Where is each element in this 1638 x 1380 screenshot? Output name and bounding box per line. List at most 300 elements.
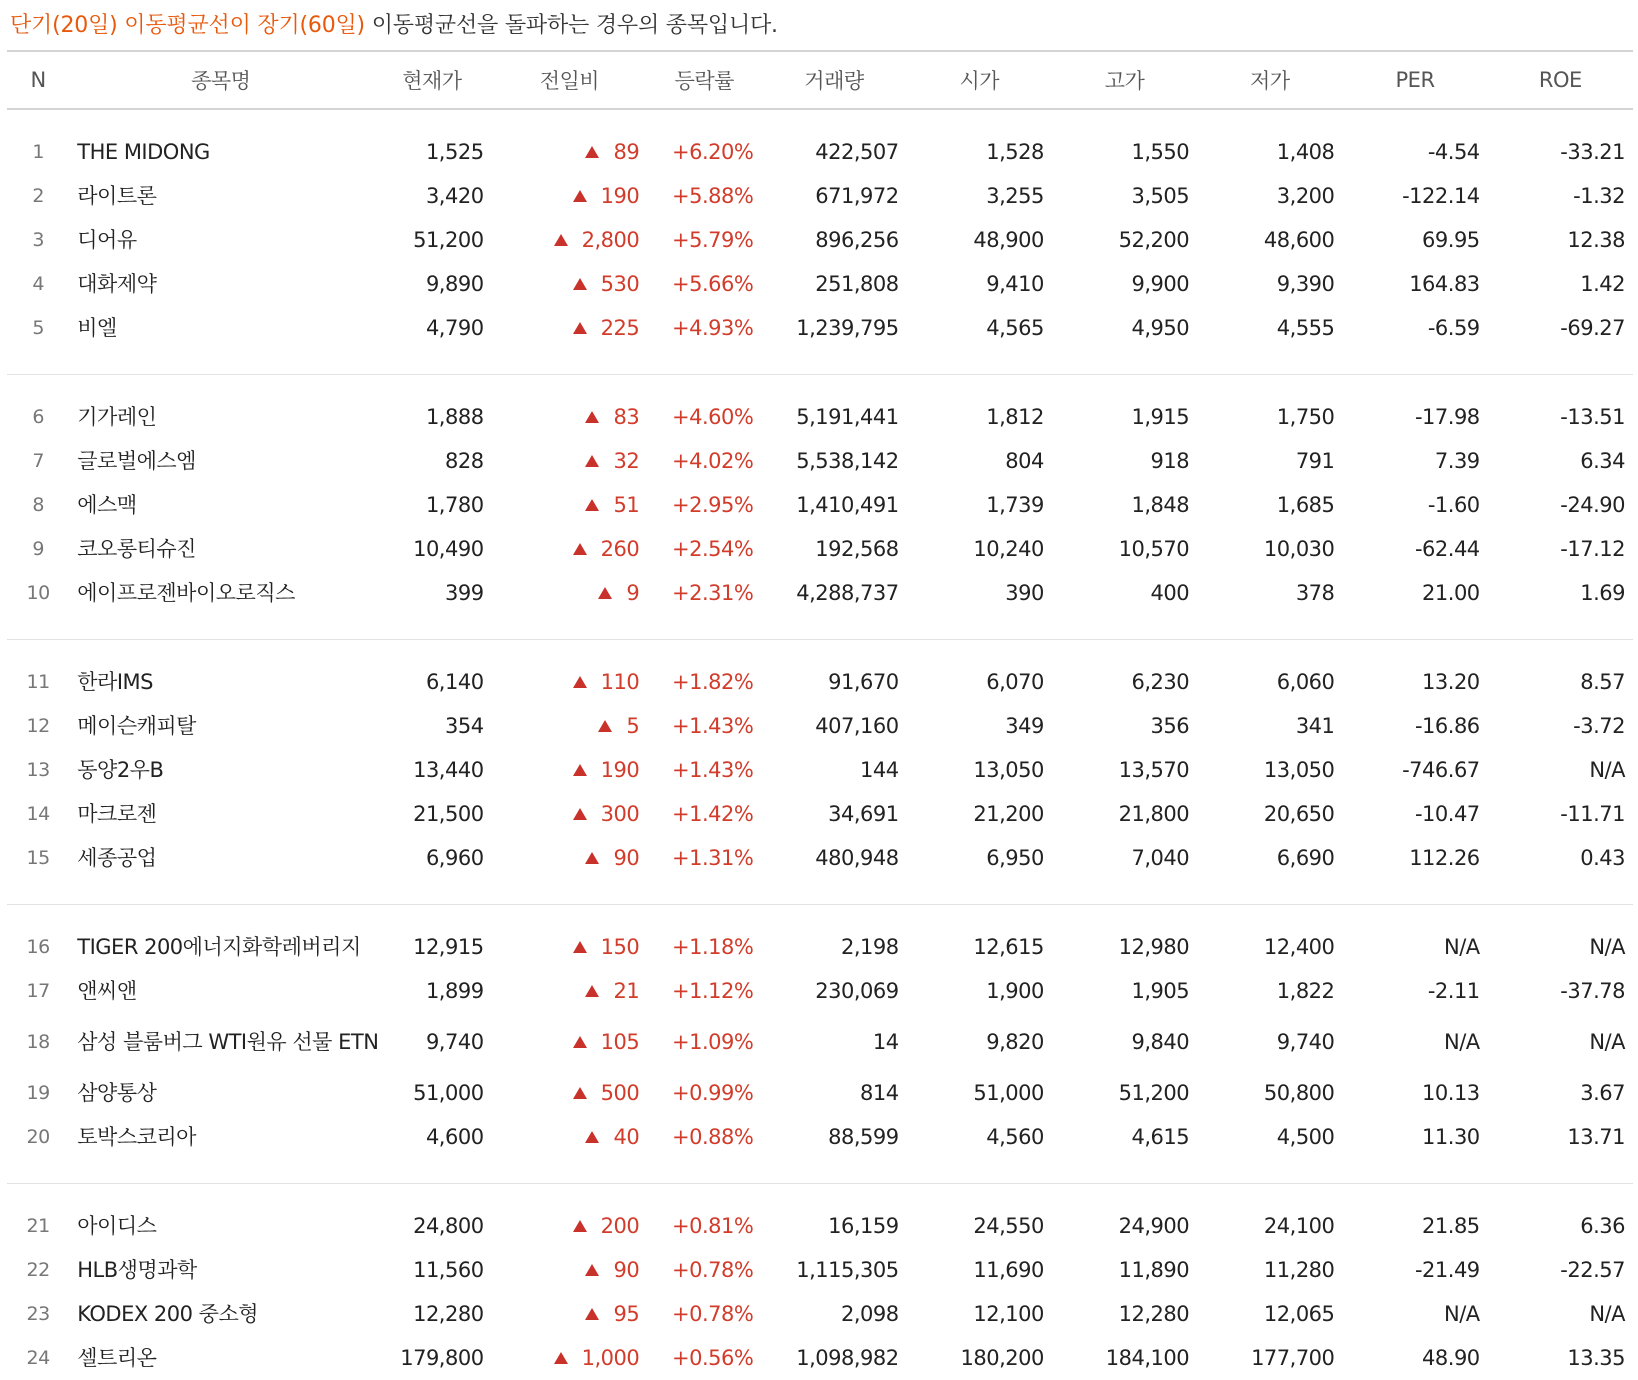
table-row[interactable] (7, 262, 1633, 306)
cell-per: N/A (1444, 935, 1480, 959)
group-divider (7, 880, 1633, 905)
diff-value: 40 (613, 1125, 640, 1149)
table-row[interactable] (7, 483, 1633, 527)
diff-value: 95 (613, 1302, 640, 1326)
cell-volume: 88,599 (828, 1125, 899, 1149)
cell-open: 1,528 (986, 140, 1044, 164)
cell-open: 12,100 (973, 1302, 1044, 1326)
cell-volume: 2,198 (840, 935, 899, 959)
cell-volume: 251,808 (815, 272, 899, 296)
cell-low: 341 (1295, 714, 1335, 738)
cell-high: 9,840 (1131, 1030, 1190, 1054)
cell-low: 177,700 (1251, 1346, 1335, 1370)
cell-name[interactable]: 디어유 (77, 228, 137, 252)
cell-name[interactable]: HLB생명과학 (77, 1258, 197, 1282)
cell-per: N/A (1444, 1302, 1480, 1326)
cell-price: 24,800 (413, 1214, 484, 1238)
cell-roe: 0.43 (1580, 846, 1625, 870)
cell-price: 3,420 (425, 184, 484, 208)
cell-rate: +2.31% (672, 581, 754, 605)
cell-volume: 2,098 (840, 1302, 899, 1326)
cell-per: 69.95 (1422, 228, 1480, 252)
cell-high: 1,550 (1131, 140, 1190, 164)
cell-rate: +4.02% (672, 449, 754, 473)
cell-volume: 1,410,491 (796, 493, 899, 517)
cell-roe: 8.57 (1580, 670, 1625, 694)
table-row[interactable] (7, 218, 1633, 262)
cell-per: -746.67 (1402, 758, 1480, 782)
triangle-up-icon (573, 764, 587, 776)
cell-n: 15 (26, 847, 50, 869)
header-high: 고가 (1052, 51, 1197, 109)
table-row[interactable] (7, 571, 1633, 615)
cell-n: 9 (32, 538, 44, 560)
cell-roe: N/A (1589, 1030, 1625, 1054)
cell-volume: 671,972 (815, 184, 899, 208)
cell-volume: 407,160 (815, 714, 899, 738)
cell-high: 356 (1150, 714, 1190, 738)
cell-low: 50,800 (1263, 1081, 1335, 1105)
table-row[interactable] (7, 925, 1633, 969)
cell-roe: -69.27 (1560, 316, 1625, 340)
cell-diff (492, 439, 648, 483)
cell-n: 24 (26, 1347, 50, 1369)
cell-volume: 91,670 (828, 670, 899, 694)
cell-name[interactable]: 삼성 블룸버그 WTI원유 선물 ETN (77, 1030, 379, 1054)
cell-name[interactable]: 한라IMS (77, 670, 153, 694)
cell-volume: 896,256 (815, 228, 899, 252)
header-price: 현재가 (372, 51, 491, 109)
cell-n: 1 (32, 141, 44, 163)
triangle-up-icon (573, 278, 587, 290)
cell-high: 3,505 (1131, 184, 1190, 208)
table-row[interactable] (7, 1248, 1633, 1292)
cell-roe: 13.71 (1567, 1125, 1625, 1149)
cell-low: 13,050 (1263, 758, 1335, 782)
triangle-up-icon (573, 322, 587, 334)
cell-volume: 5,538,142 (796, 449, 899, 473)
cell-open: 9,820 (986, 1030, 1044, 1054)
table-row[interactable] (7, 439, 1633, 483)
cell-per: 164.83 (1409, 272, 1480, 296)
diff-value: 500 (600, 1081, 640, 1105)
cell-diff (492, 306, 648, 350)
cell-n: 10 (26, 582, 50, 604)
caption-text: 이동평균선을 돌파하는 경우의 종목입니다. (364, 13, 778, 38)
cell-volume: 422,507 (815, 140, 899, 164)
cell-volume: 14 (872, 1030, 899, 1054)
triangle-up-icon (573, 190, 587, 202)
cell-name[interactable]: TIGER 200에너지화학레버리지 (77, 935, 361, 959)
cell-open: 24,550 (973, 1214, 1044, 1238)
cell-high: 1,905 (1131, 979, 1190, 1003)
cell-price: 10,490 (413, 537, 484, 561)
table-row[interactable] (7, 748, 1633, 792)
cell-price: 4,790 (425, 316, 484, 340)
cell-open: 10,240 (973, 537, 1044, 561)
cell-price: 9,890 (425, 272, 484, 296)
cell-low: 3,200 (1276, 184, 1335, 208)
group-spacer (7, 640, 1633, 661)
cell-per: -122.14 (1402, 184, 1480, 208)
cell-n: 22 (26, 1259, 50, 1281)
cell-n: 14 (26, 803, 50, 825)
table-row[interactable] (7, 395, 1633, 439)
cell-n: 5 (32, 317, 44, 339)
cell-high: 12,980 (1118, 935, 1190, 959)
cell-name[interactable]: 마크로젠 (77, 802, 157, 826)
table-body (7, 109, 1633, 1380)
cell-price: 1,899 (425, 979, 484, 1003)
triangle-up-icon (585, 146, 599, 158)
cell-name[interactable]: 셀트리온 (77, 1346, 157, 1370)
table-row[interactable] (7, 704, 1633, 748)
cell-price: 13,440 (413, 758, 484, 782)
cell-diff (492, 483, 648, 527)
cell-low: 12,400 (1263, 935, 1335, 959)
cell-roe: -13.51 (1560, 405, 1625, 429)
cell-name[interactable]: 기가레인 (77, 405, 157, 429)
cell-name[interactable]: KODEX 200 중소형 (77, 1302, 259, 1326)
header-open: 시가 (907, 51, 1052, 109)
cell-per: -21.49 (1414, 1258, 1480, 1282)
cell-name[interactable]: 메이슨캐피탈 (77, 714, 196, 738)
diff-value: 200 (600, 1214, 640, 1238)
cell-price: 11,560 (413, 1258, 484, 1282)
cell-open: 6,070 (986, 670, 1044, 694)
cell-n: 4 (32, 273, 44, 295)
cell-low: 10,030 (1263, 537, 1335, 561)
header-diff: 전일비 (492, 51, 648, 109)
cell-n: 16 (26, 936, 50, 958)
triangle-up-icon (554, 1352, 568, 1364)
cell-diff (492, 1071, 648, 1115)
cell-price: 1,780 (425, 493, 484, 517)
group-divider (7, 350, 1633, 375)
cell-rate: +1.42% (672, 802, 754, 826)
cell-n: 11 (26, 671, 50, 693)
table-header (7, 51, 1633, 109)
cell-open: 12,615 (973, 935, 1044, 959)
cell-price: 6,140 (425, 670, 484, 694)
cell-diff (492, 1115, 648, 1159)
cell-diff (492, 395, 648, 439)
diff-value: 110 (600, 670, 640, 694)
header-low: 저가 (1197, 51, 1342, 109)
cell-low: 1,822 (1276, 979, 1335, 1003)
triangle-up-icon (554, 234, 568, 246)
cell-diff (492, 1204, 648, 1248)
cell-rate: +2.95% (672, 493, 754, 517)
cell-roe: -37.78 (1560, 979, 1625, 1003)
cell-volume: 16,159 (828, 1214, 899, 1238)
cell-rate: +1.43% (672, 714, 754, 738)
cell-diff (492, 925, 648, 969)
cell-high: 12,280 (1118, 1302, 1190, 1326)
table-row[interactable] (7, 130, 1633, 174)
cell-price: 354 (444, 714, 484, 738)
cell-high: 6,230 (1131, 670, 1190, 694)
cell-high: 9,900 (1131, 272, 1190, 296)
cell-volume: 5,191,441 (796, 405, 899, 429)
cell-low: 378 (1295, 581, 1335, 605)
cell-price: 179,800 (400, 1346, 484, 1370)
cell-high: 7,040 (1131, 846, 1190, 870)
cell-name[interactable]: 글로벌에스엠 (77, 449, 196, 473)
cell-per: -1.60 (1427, 493, 1480, 517)
cell-per: 112.26 (1409, 846, 1480, 870)
cell-name[interactable]: 대화제약 (77, 272, 157, 296)
cell-rate: +2.54% (672, 537, 754, 561)
cell-rate: +0.78% (672, 1302, 754, 1326)
diff-value: 90 (613, 1258, 640, 1282)
cell-rate: +6.20% (672, 140, 754, 164)
cell-rate: +5.88% (672, 184, 754, 208)
cell-rate: +5.79% (672, 228, 754, 252)
cell-per: 11.30 (1422, 1125, 1480, 1149)
group-spacer (7, 905, 1633, 926)
cell-per: -62.44 (1414, 537, 1480, 561)
header-roe: ROE (1488, 51, 1633, 109)
diff-value: 1,000 (581, 1346, 640, 1370)
cell-name[interactable]: 아이디스 (77, 1214, 157, 1238)
diff-value: 83 (613, 405, 640, 429)
cell-low: 11,280 (1263, 1258, 1335, 1282)
cell-per: 7.39 (1434, 449, 1480, 473)
cell-price: 12,280 (413, 1302, 484, 1326)
cell-n: 23 (26, 1303, 50, 1325)
triangle-up-icon (573, 543, 587, 555)
cell-diff (492, 262, 648, 306)
diff-value: 32 (613, 449, 640, 473)
cell-volume: 1,098,982 (796, 1346, 899, 1370)
cell-rate: +1.43% (672, 758, 754, 782)
diff-value: 225 (600, 316, 640, 340)
cell-low: 6,060 (1276, 670, 1335, 694)
cell-per: -17.98 (1414, 405, 1480, 429)
cell-rate: +0.78% (672, 1258, 754, 1282)
cell-per: -4.54 (1427, 140, 1480, 164)
cell-low: 791 (1295, 449, 1335, 473)
cell-rate: +1.31% (672, 846, 754, 870)
cell-name[interactable]: 토박스코리아 (77, 1125, 196, 1149)
cell-n: 8 (32, 494, 44, 516)
cell-name[interactable]: 앤씨앤 (77, 979, 137, 1003)
cell-price: 21,500 (413, 802, 484, 826)
diff-value: 530 (600, 272, 640, 296)
triangle-up-icon (585, 1264, 599, 1276)
cell-high: 4,950 (1131, 316, 1190, 340)
cell-price: 51,200 (413, 228, 484, 252)
cell-low: 6,690 (1276, 846, 1335, 870)
triangle-up-icon (585, 499, 599, 511)
triangle-up-icon (585, 1308, 599, 1320)
cell-name[interactable]: 코오롱티슈진 (77, 537, 196, 561)
cell-open: 1,900 (986, 979, 1044, 1003)
cell-diff (492, 218, 648, 262)
cell-diff (492, 571, 648, 615)
table-row[interactable] (7, 1204, 1633, 1248)
cell-high: 184,100 (1105, 1346, 1190, 1370)
cell-price: 51,000 (413, 1081, 484, 1105)
cell-name[interactable]: 세종공업 (77, 846, 157, 870)
cell-roe: 3.67 (1580, 1081, 1625, 1105)
cell-n: 3 (32, 229, 44, 251)
cell-roe: 6.34 (1580, 449, 1625, 473)
cell-low: 9,740 (1276, 1030, 1335, 1054)
table-row[interactable] (7, 527, 1633, 571)
table-row[interactable] (7, 174, 1633, 218)
diff-value: 9 (626, 581, 640, 605)
cell-roe: 1.42 (1580, 272, 1625, 296)
diff-value: 89 (613, 140, 640, 164)
triangle-up-icon (598, 587, 612, 599)
cell-roe: N/A (1589, 758, 1625, 782)
cell-low: 1,750 (1276, 405, 1335, 429)
cell-roe: -3.72 (1573, 714, 1625, 738)
cell-roe: -22.57 (1560, 1258, 1625, 1282)
cell-per: N/A (1444, 1030, 1480, 1054)
cell-low: 24,100 (1263, 1214, 1335, 1238)
cell-open: 4,560 (986, 1125, 1044, 1149)
header-n: N (7, 51, 69, 109)
triangle-up-icon (573, 676, 587, 688)
cell-volume: 814 (860, 1081, 899, 1105)
cell-roe: -17.12 (1560, 537, 1625, 561)
table-row[interactable] (7, 1013, 1633, 1071)
cell-low: 4,500 (1276, 1125, 1335, 1149)
cell-name[interactable]: 라이트론 (77, 184, 157, 208)
cell-rate: +1.18% (672, 935, 754, 959)
table-row[interactable] (7, 1071, 1633, 1115)
cell-diff (492, 130, 648, 174)
triangle-up-icon (573, 941, 587, 953)
cell-n: 7 (32, 450, 44, 472)
cell-roe: 6.36 (1580, 1214, 1625, 1238)
cell-low: 1,685 (1276, 493, 1335, 517)
cell-name[interactable]: 삼양통상 (77, 1081, 157, 1105)
group-spacer (7, 1184, 1633, 1205)
cell-rate: +4.60% (672, 405, 754, 429)
cell-diff (492, 174, 648, 218)
cell-roe: -33.21 (1560, 140, 1625, 164)
cell-low: 48,600 (1263, 228, 1335, 252)
cell-open: 6,950 (986, 846, 1044, 870)
cell-open: 180,200 (960, 1346, 1044, 1370)
cell-roe: -1.32 (1573, 184, 1625, 208)
cell-name[interactable]: 에이프로젠바이오로직스 (77, 581, 295, 605)
cell-n: 20 (26, 1126, 50, 1148)
triangle-up-icon (585, 852, 599, 864)
cell-name[interactable]: 동양2우B (77, 758, 164, 782)
header-per: PER (1342, 51, 1487, 109)
cell-price: 12,915 (413, 935, 484, 959)
cell-roe: -24.90 (1560, 493, 1625, 517)
triangle-up-icon (585, 455, 599, 467)
cell-per: -10.47 (1414, 802, 1480, 826)
cell-open: 390 (1005, 581, 1044, 605)
diff-value: 2,800 (581, 228, 640, 252)
cell-open: 51,000 (973, 1081, 1044, 1105)
cell-high: 400 (1150, 581, 1190, 605)
cell-roe: 1.69 (1580, 581, 1625, 605)
cell-price: 9,740 (425, 1030, 484, 1054)
cell-price: 6,960 (425, 846, 484, 870)
cell-low: 4,555 (1276, 316, 1335, 340)
table-row[interactable] (7, 969, 1633, 1013)
table-row[interactable] (7, 836, 1633, 880)
cell-per: 21.85 (1422, 1214, 1480, 1238)
cell-high: 918 (1150, 449, 1190, 473)
cell-n: 17 (26, 980, 50, 1002)
cell-open: 13,050 (973, 758, 1044, 782)
diff-value: 51 (613, 493, 640, 517)
cell-n: 18 (26, 1031, 50, 1053)
cell-high: 51,200 (1118, 1081, 1190, 1105)
cell-open: 48,900 (973, 228, 1044, 252)
cell-name[interactable]: 비엘 (77, 316, 117, 340)
diff-value: 260 (600, 537, 640, 561)
cell-diff (492, 836, 648, 880)
cell-roe: N/A (1589, 1302, 1625, 1326)
cell-high: 21,800 (1118, 802, 1190, 826)
cell-volume: 480,948 (815, 846, 899, 870)
table-row[interactable] (7, 660, 1633, 704)
cell-rate: +1.09% (672, 1030, 754, 1054)
table-row[interactable] (7, 1336, 1633, 1380)
cell-diff (492, 792, 648, 836)
description-caption (10, 8, 778, 44)
cell-diff (492, 660, 648, 704)
cell-open: 9,410 (986, 272, 1044, 296)
cell-rate: +0.88% (672, 1125, 754, 1149)
cell-rate: +1.12% (672, 979, 754, 1003)
cell-price: 1,525 (425, 140, 484, 164)
table-row[interactable] (7, 306, 1633, 350)
table-row[interactable] (7, 792, 1633, 836)
cell-price: 399 (444, 581, 484, 605)
group-spacer (7, 375, 1633, 396)
cell-volume: 192,568 (815, 537, 899, 561)
cell-high: 1,915 (1131, 405, 1190, 429)
cell-low: 9,390 (1276, 272, 1335, 296)
triangle-up-icon (573, 1087, 587, 1099)
cell-open: 21,200 (973, 802, 1044, 826)
cell-rate: +0.99% (672, 1081, 754, 1105)
cell-open: 804 (1005, 449, 1044, 473)
cell-open: 1,739 (986, 493, 1044, 517)
cell-name[interactable]: 에스맥 (77, 493, 137, 517)
cell-low: 12,065 (1263, 1302, 1335, 1326)
diff-value: 150 (600, 935, 640, 959)
table-row[interactable] (7, 1292, 1633, 1336)
table-row[interactable] (7, 1115, 1633, 1159)
cell-diff (492, 969, 648, 1013)
diff-value: 190 (600, 184, 640, 208)
cell-volume: 4,288,737 (796, 581, 899, 605)
cell-high: 52,200 (1118, 228, 1190, 252)
cell-name[interactable]: THE MIDONG (77, 140, 210, 164)
cell-volume: 34,691 (828, 802, 899, 826)
cell-open: 1,812 (986, 405, 1044, 429)
cell-price: 1,888 (425, 405, 484, 429)
cell-volume: 1,239,795 (796, 316, 899, 340)
cell-high: 10,570 (1118, 537, 1190, 561)
stock-table (7, 50, 1633, 1380)
cell-price: 4,600 (425, 1125, 484, 1149)
cell-n: 13 (26, 759, 50, 781)
cell-volume: 1,115,305 (796, 1258, 899, 1282)
